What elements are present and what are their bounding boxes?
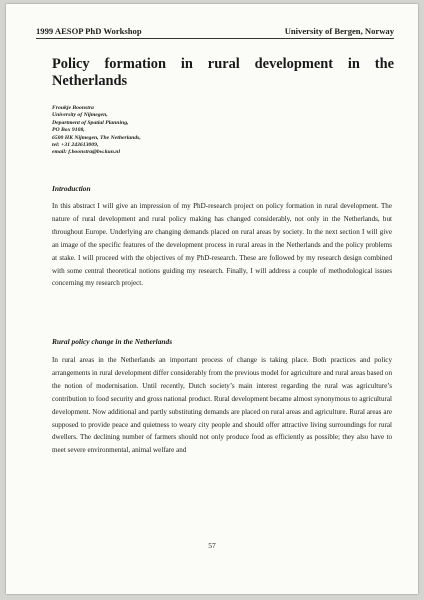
- author-po-box: PO Box 9108,: [52, 127, 85, 134]
- page-number: 57: [208, 541, 216, 550]
- section-heading-introduction: Introduction: [52, 184, 91, 193]
- running-header: [36, 26, 394, 39]
- author-city: 6500 HK Nijmegen, The Netherlands,: [52, 134, 141, 141]
- author-email: email: f.boonstra@bw.kun.nl: [52, 149, 121, 156]
- header-workshop: 1999 AESOP PhD Workshop: [36, 26, 142, 36]
- author-block: [52, 105, 272, 157]
- author-university: University of Nijmegen,: [52, 112, 108, 119]
- header-university: University of Bergen, Norway: [284, 26, 394, 36]
- section-heading-rural-policy: Rural policy change in the Netherlands: [52, 337, 173, 346]
- paper-title: Policy formation in rural development in the Netherlands: [52, 56, 394, 89]
- author-department: Department of Spatial Planning,: [52, 119, 129, 126]
- author-phone: tel: +31 243613009,: [52, 142, 99, 149]
- paragraph-introduction: In this abstract I will give an impression of my PhD-research project on policy formation in rural development. The nature of rural development and rural policy making has changed considerably, not only in the Netherlands, but throughout Europe. Underlying are changing demands placed on rural areas by society. In the next section I will give an image of the specific features of the development process in rural areas in the Netherlands and the policy problems at stake. I will proceed with the objectives of my PhD-research. These are followed by my research design combined with some central theoretical notions guiding my research. Finally, I will address a couple of methodological issues concerning my research project.: [52, 202, 392, 288]
- paragraph-rural-policy: In rural areas in the Netherlands an important process of change is taking place. Both practices and policy arrangements in rural development differ considerably from the previous model for agriculture and rural areas based on the notion of modernisation. Until recently, Dutch society’s main interest regarding the rural was agriculture’s contribution to food security and gross national product. Rural development became almost synonymous to agricultural development. Now additional and partly substituting demands are placed on rural areas and agriculture. Rural areas are supposed to provide peace and quietness to weary city people and should offer attractive living surroundings for rural dwellers. The declining number of farmers should not only produce food as efficiently as possible; they also have to meet severe environmental, animal welfare and: [52, 356, 392, 455]
- author-name: Froukje Boonstra: [52, 105, 94, 111]
- paper-page: [6, 4, 418, 594]
